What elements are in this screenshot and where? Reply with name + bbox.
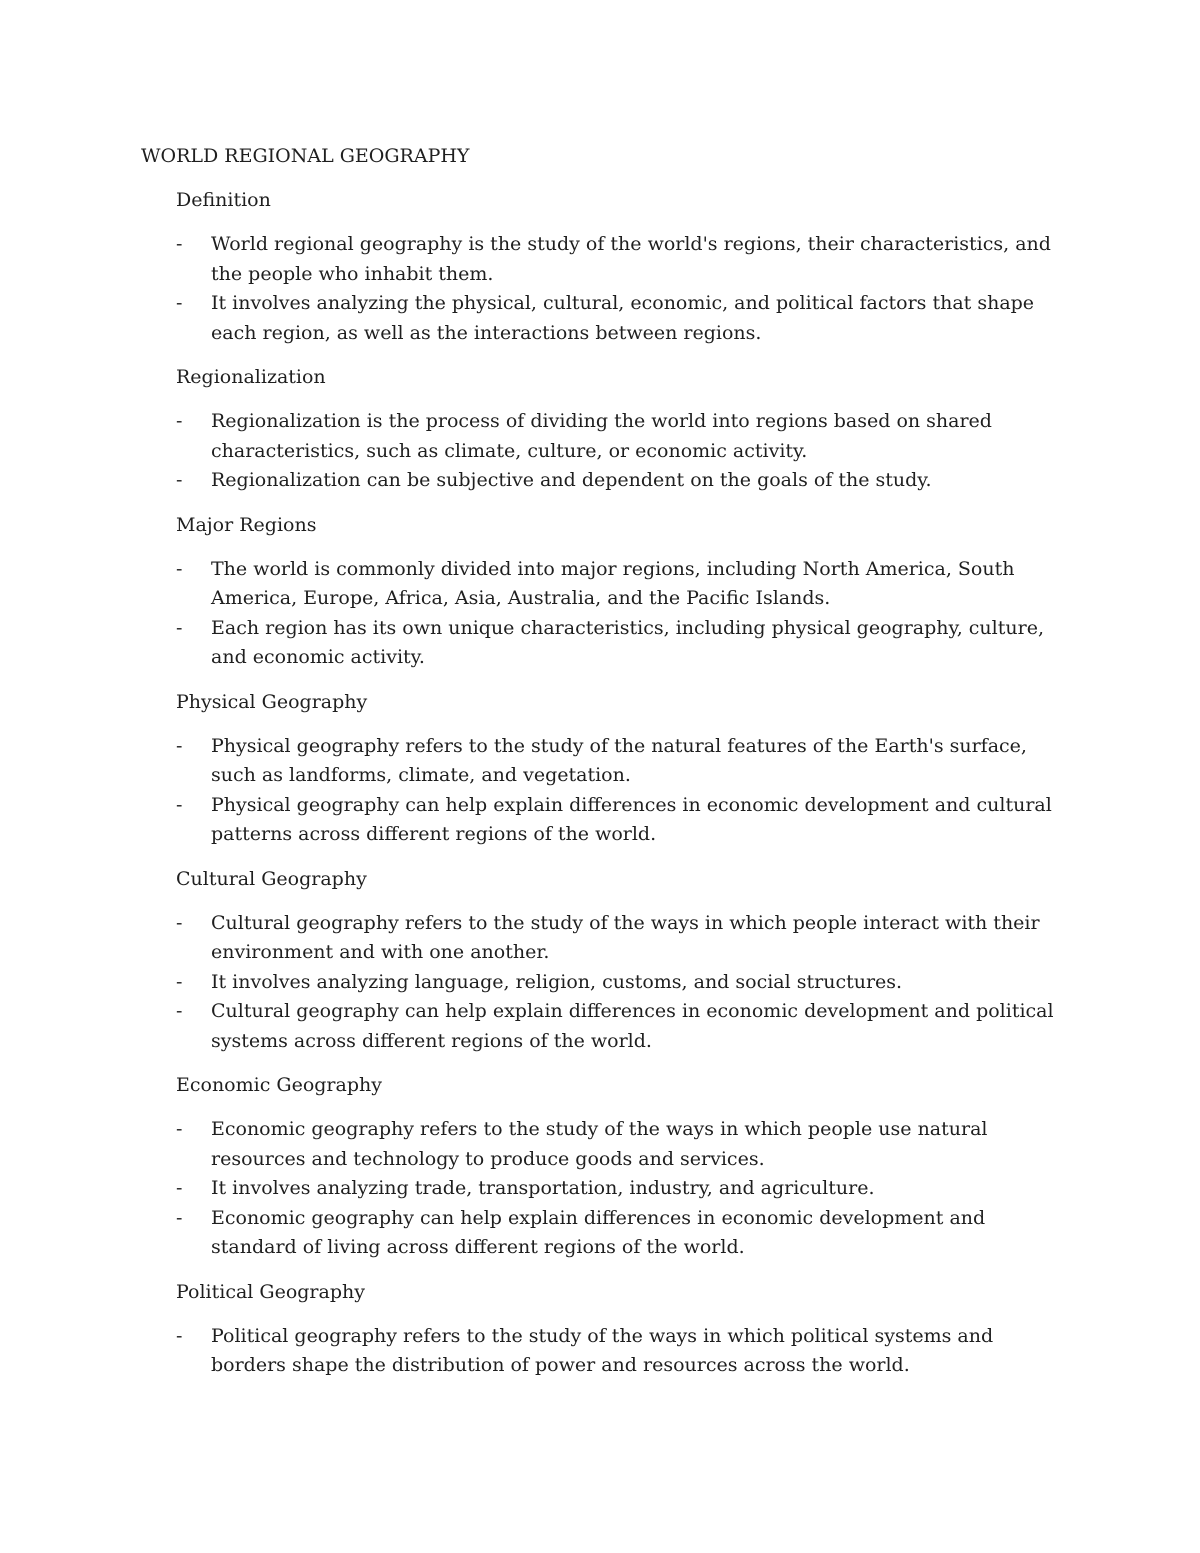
bullet-marker: - <box>176 292 183 314</box>
section <box>176 186 1071 348</box>
bullet-text: Physical geography refers to the study of the natural features of the Earth's surface, such as landforms, climate, and vegetation. <box>211 734 1027 786</box>
bullet-text: Cultural geography refers to the study of the ways in which people interact with their environment and with one another. <box>211 911 1040 963</box>
section-heading: Definition <box>176 189 271 211</box>
bullet-text: Economic geography can help explain differences in economic development and standard of living across different regions of the world. <box>211 1206 986 1258</box>
bullet-text: World regional geography is the study of the world's regions, their characteristics, and the people who inhabit them. <box>211 233 1051 285</box>
bullet-text: It involves analyzing the physical, cultural, economic, and political factors that shape each region, as well as the interactions between regions. <box>211 292 1035 344</box>
bullet-marker: - <box>176 557 183 580</box>
bullet-marker: - <box>176 410 183 432</box>
bullet-marker: - <box>176 1206 183 1229</box>
section-heading: Political Geography <box>176 1280 365 1303</box>
bullet-marker: - <box>176 734 183 757</box>
bullet-list <box>176 909 1071 1057</box>
list-item <box>176 1174 1071 1204</box>
bullet-list <box>176 1322 1071 1381</box>
bullet-text: It involves analyzing trade, transportation, industry, and agriculture. <box>211 1177 875 1199</box>
bullet-marker: - <box>176 233 183 255</box>
list-item <box>176 1115 1071 1174</box>
bullet-marker: - <box>176 911 183 934</box>
bullet-text: The world is commonly divided into major regions, including North America, South America, Europe, Africa, Asia, Australia, and the Pacific Islands. <box>211 557 1015 609</box>
section-heading: Physical Geography <box>176 690 368 713</box>
bullet-marker: - <box>176 469 183 491</box>
list-item <box>176 230 1071 289</box>
section <box>176 688 1071 850</box>
list-item <box>176 614 1071 673</box>
list-item <box>176 407 1071 466</box>
section <box>176 363 1071 496</box>
list-item <box>176 466 1071 496</box>
list-item <box>176 909 1071 968</box>
list-item <box>176 997 1071 1056</box>
bullet-list <box>176 230 1071 348</box>
bullet-marker: - <box>176 1177 183 1199</box>
bullet-list <box>176 555 1071 673</box>
section <box>176 865 1071 1057</box>
bullet-marker: - <box>176 1324 183 1347</box>
list-item <box>176 732 1071 791</box>
document-title: WORLD REGIONAL GEOGRAPHY <box>141 145 470 167</box>
section-heading: Regionalization <box>176 366 326 388</box>
bullet-text: Each region has its own unique characteristics, including physical geography, culture, and economic activity. <box>211 616 1044 668</box>
bullet-marker: - <box>176 970 183 993</box>
bullet-text: Political geography refers to the study of the ways in which political systems and borders shape the distribution of power and resources across the world. <box>211 1324 994 1376</box>
bullet-marker: - <box>176 1000 183 1022</box>
section-heading: Economic Geography <box>176 1074 382 1096</box>
bullet-text: Regionalization is the process of dividing the world into regions based on shared characteristics, such as climate, culture, or economic activity. <box>211 410 992 462</box>
list-item <box>176 1322 1071 1381</box>
section-heading: Cultural Geography <box>176 867 367 890</box>
bullet-marker: - <box>176 793 183 816</box>
list-item <box>176 1204 1071 1263</box>
bullet-text: Regionalization can be subjective and dependent on the goals of the study. <box>211 469 932 491</box>
bullet-marker: - <box>176 616 183 639</box>
bullet-text: Physical geography can help explain differences in economic development and cultural patterns across different regions of the world. <box>211 793 1052 845</box>
list-item <box>176 968 1071 998</box>
section <box>176 1278 1071 1381</box>
sections-container <box>141 186 1071 1381</box>
bullet-text: Cultural geography can help explain differences in economic development and political systems across different regions of the world. <box>211 1000 1054 1052</box>
bullet-list <box>176 407 1071 496</box>
bullet-text: It involves analyzing language, religion, customs, and social structures. <box>211 970 903 993</box>
bullet-text: Economic geography refers to the study of the ways in which people use natural resources and technology to produce goods and services. <box>211 1118 988 1170</box>
list-item <box>176 555 1071 614</box>
list-item <box>176 791 1071 850</box>
bullet-list <box>176 1115 1071 1263</box>
document-content <box>141 142 1071 1396</box>
bullet-list <box>176 732 1071 850</box>
bullet-marker: - <box>176 1118 183 1140</box>
section <box>176 1071 1071 1263</box>
section <box>176 511 1071 673</box>
list-item <box>176 289 1071 348</box>
section-heading: Major Regions <box>176 513 317 536</box>
